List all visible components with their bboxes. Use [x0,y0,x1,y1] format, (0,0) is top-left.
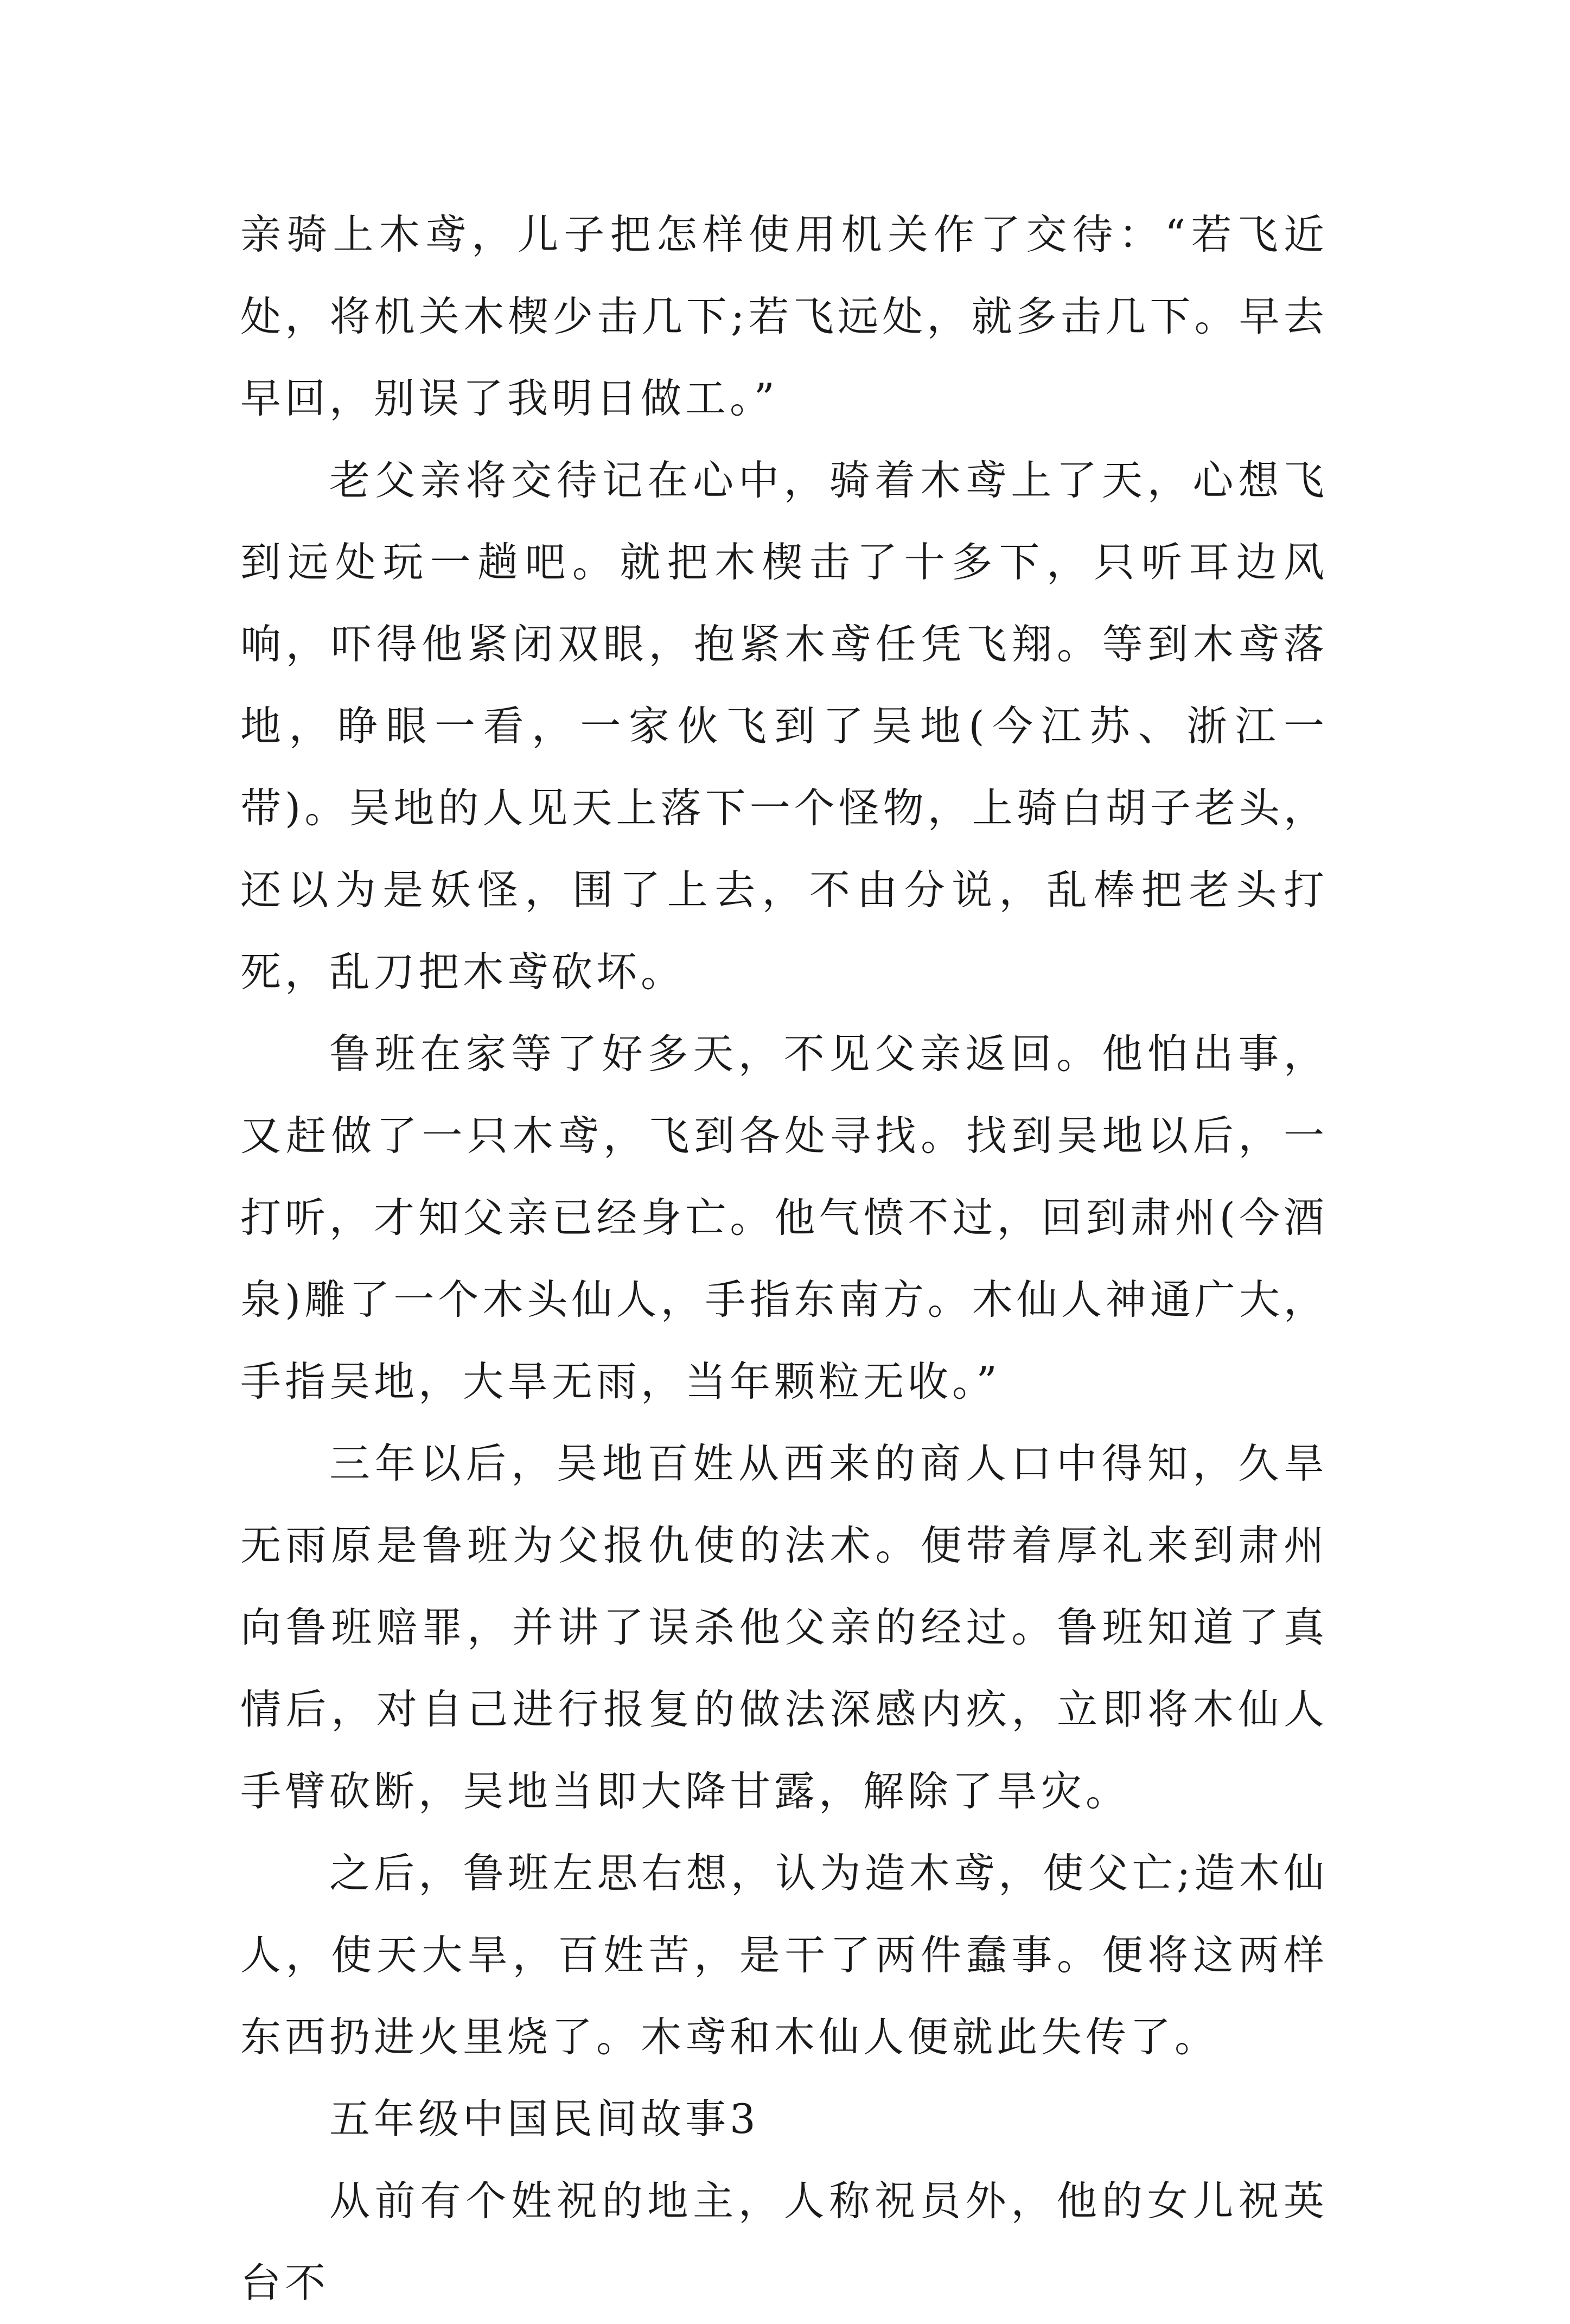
paragraph-5: 之后，鲁班左思右想，认为造木鸢，使父亡;造木仙人，使天大旱，百姓苦，是干了两件蠢事。便将这两样东西扔进火里烧了。木鸢和木仙人便就此失传了。 [240,1849,1328,2061]
paragraph-2: 老父亲将交待记在心中，骑着木鸢上了天，心想飞到远处玩一趟吧。就把木楔击了十多下，只听耳边风响，吓得他紧闭双眼，抱紧木鸢任凭飞翔。等到木鸢落地，睁眼一看，一家伙飞到了吴地(今江苏、浙江一带)。吴地的人见天上落下一个怪物，上骑白胡子老头，还以为是妖怪，围了上去，不由分说，乱棒把老头打死，乱刀把木鸢砍坏。 [240,456,1328,996]
document-body [240,194,1328,2324]
paragraph-1: 亲骑上木鸢，儿子把怎样使用机关作了交待：“若飞近处，将机关木楔少击几下;若飞远处，就多击几下。早去早回，别误了我明日做工。” [240,211,1328,422]
paragraph-4: 三年以后，吴地百姓从西来的商人口中得知，久旱无雨原是鲁班为父报仇使的法术。便带着厚礼来到肃州向鲁班赔罪，并讲了误杀他父亲的经过。鲁班知道了真情后，对自己进行报复的做法深感内疚，立即将木仙人手臂砍断，吴地当即大降甘露，解除了旱灾。 [240,1440,1328,1815]
section-heading: 五年级中国民间故事3 [329,2095,760,2143]
paragraph-3: 鲁班在家等了好多天，不见父亲返回。他怕出事，又赶做了一只木鸢，飞到各处寻找。找到吴地以后，一打听，才知父亲已经身亡。他气愤不过，回到肃州(今酒泉)雕了一个木头仙人，手指东南方。木仙人神通广大，手指吴地，大旱无雨，当年颗粒无收。” [240,1030,1328,1405]
paragraph-6: 从前有个姓祝的地主，人称祝员外，他的女儿祝英台不 [240,2177,1328,2307]
